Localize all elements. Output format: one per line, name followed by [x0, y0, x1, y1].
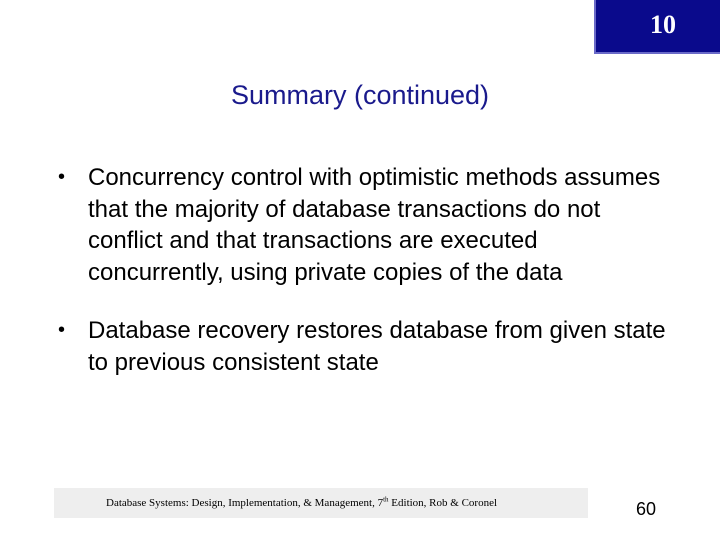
- footer-citation-superscript: th: [383, 495, 389, 504]
- bullet-item: [58, 315, 678, 378]
- bullet-item: [58, 162, 678, 288]
- bullet-dot-icon: •: [58, 319, 66, 341]
- chapter-number: 10: [650, 10, 676, 39]
- bullet-list: [58, 162, 678, 378]
- footer-citation: [106, 496, 497, 510]
- footer-citation-suffix: Edition, Rob & Coronel: [388, 497, 498, 509]
- footer-citation-prefix: Database Systems: Design, Implementation, & Management, 7: [106, 497, 384, 509]
- bullet-text: Concurrency control with optimistic methods assumes that the majority of database transactions do not conflict and that transactions are executed concurrently, using private copies of the data: [88, 164, 661, 286]
- chapter-badge: [594, 0, 720, 54]
- bullet-dot-icon: •: [58, 166, 66, 188]
- bullet-text: Database recovery restores database from given state to previous consistent state: [88, 317, 666, 376]
- page-number: 60: [636, 499, 657, 519]
- footer-bar: [54, 488, 588, 518]
- slide-title: Summary (continued): [230, 80, 490, 110]
